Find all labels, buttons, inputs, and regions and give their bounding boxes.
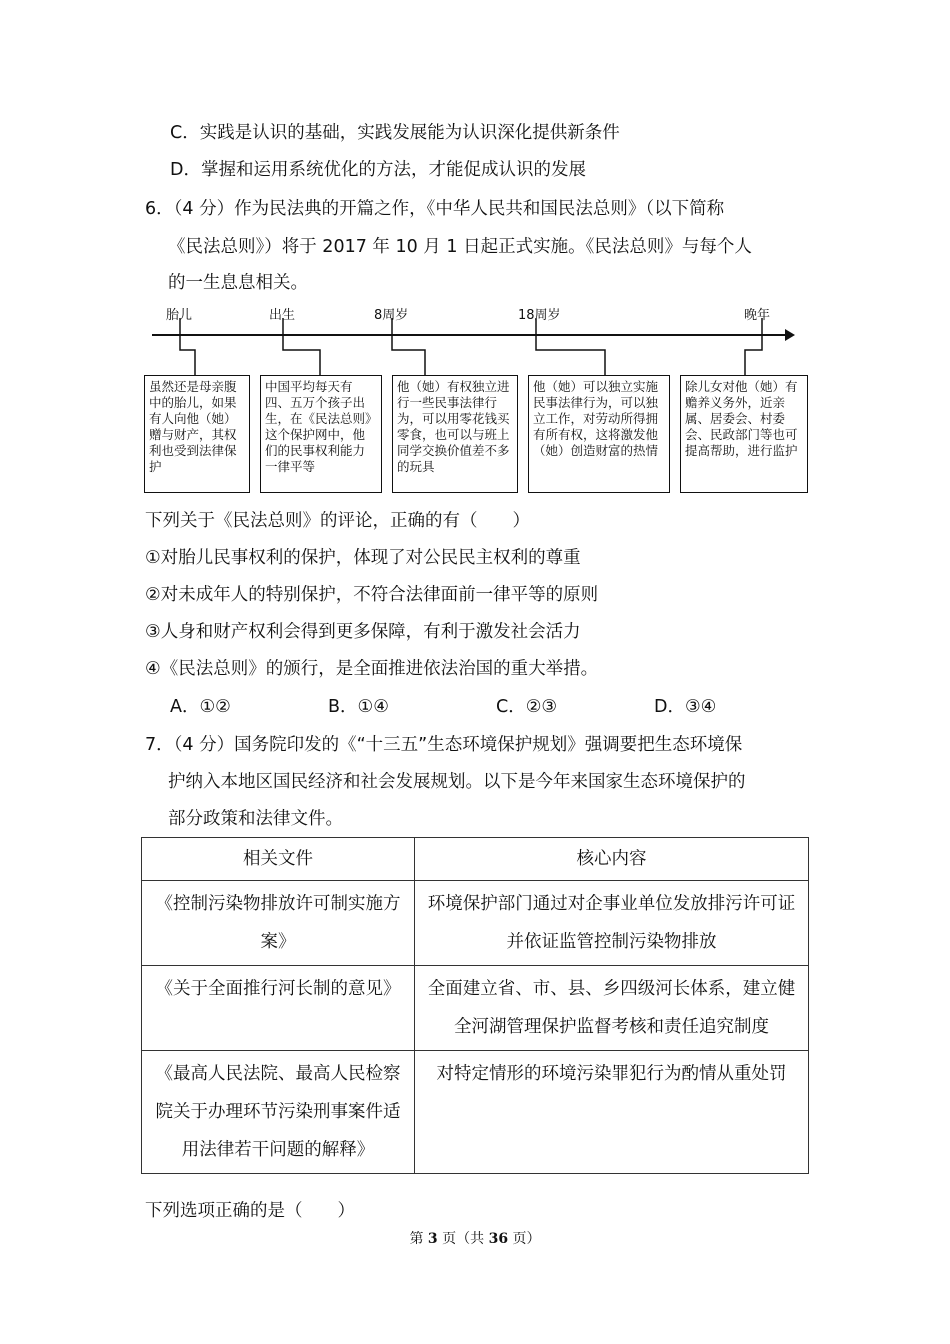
question-6-line-3: 的一生息息相关。 [168,273,308,293]
statement-1: ①对胎儿民事权利的保护，体现了对公民民主权利的尊重 [145,548,581,568]
table-header-document: 相关文件 [142,838,415,881]
timeline-label-fetus: 胎儿 [166,308,193,323]
policy-documents-table [141,837,809,1174]
timeline-label-age-18: 18周岁 [518,308,561,323]
option-6b[interactable]: B．①④ [328,697,389,717]
footer-suffix: 页） [508,1231,541,1247]
question-7-line-2: 护纳入本地区国民经济和社会发展规划。以下是今年来国家生态环境保护的 [168,772,746,792]
timeline-label-age-8: 8周岁 [374,308,409,323]
table-cell-document: 《控制污染物排放许可制实施方案》 [142,881,415,966]
question-6-line-2: 《民法总则》）将于 2017 年 10 月 1 日起正式实施。《民法总则》与每个人 [168,237,752,257]
timeline-box-age-8: 他（她）有权独立进行一些民事法律行为，可以用零花钱买零食，也可以与班上同学交换价值差不多的玩具 [392,375,518,493]
option-6d[interactable]: D．③④ [654,697,717,717]
option-6a[interactable]: A．①② [170,697,231,717]
table-header-content: 核心内容 [415,838,809,881]
table-row [142,1051,809,1174]
footer-page-number: 3 [427,1231,438,1247]
statement-3: ③人身和财产权利会得到更多保障，有利于激发社会活力 [145,622,581,642]
option-6c[interactable]: C．②③ [496,697,558,717]
life-timeline-diagram [140,300,820,500]
footer-middle: 页（共 [437,1231,489,1247]
table-cell-document: 《最高人民法院、最高人民检察院关于办理环节污染刑事案件适用法律若干问题的解释》 [142,1051,415,1174]
timeline-label-birth: 出生 [269,308,296,323]
table-row [142,881,809,966]
table-cell-content: 环境保护部门通过对企事业单位发放排污许可证并依证监管控制污染物排放 [415,881,809,966]
question-6-ask: 下列关于《民法总则》的评论，正确的有（ ） [145,511,530,531]
question-7-ask: 下列选项正确的是（ ） [145,1201,355,1221]
timeline-box-age-18: 他（她）可以独立实施民事法律行为，可以独立工作，对劳动所得拥有所有权，这将激发他（她）创造财富的热情 [528,375,670,493]
question-7-line-3: 部分政策和法律文件。 [168,809,343,829]
footer-total-pages: 36 [488,1231,509,1247]
table-row [142,966,809,1051]
page-footer [0,1228,950,1248]
question-6-line-1: 6．（4 分）作为民法典的开篇之作，《中华人民共和国民法总则》（以下简称 [145,199,725,219]
option-d-text: D．掌握和运用系统优化的方法，才能促成认识的发展 [170,160,586,180]
table-cell-document: 《关于全面推行河长制的意见》 [142,966,415,1051]
question-7-line-1: 7．（4 分）国务院印发的《“十三五”生态环境保护规划》强调要把生态环境保 [145,735,743,755]
timeline-box-fetus: 虽然还是母亲腹中的胎儿，如果有人向他（她）赠与财产，其权利也受到法律保护 [144,375,250,493]
statement-2: ②对未成年人的特别保护，不符合法律面前一律平等的原则 [145,585,599,605]
option-c-text: C．实践是认识的基础，实践发展能为认识深化提供新条件 [170,123,620,143]
table-cell-content: 对特定情形的环境污染罪犯行为酌情从重处罚 [415,1051,809,1174]
timeline-label-old-age: 晚年 [744,308,771,323]
table-cell-content: 全面建立省、市、县、乡四级河长体系，建立健全河湖管理保护监督考核和责任追究制度 [415,966,809,1051]
timeline-box-old-age: 除儿女对他（她）有赡养义务外，近亲属、居委会、村委会、民政部门等也可提高帮助，进行监护 [680,375,808,493]
footer-prefix: 第 [409,1231,428,1247]
statement-4: ④《民法总则》的颁行，是全面推进依法治国的重大举措。 [145,659,599,679]
table-header-row [142,838,809,881]
timeline-box-birth: 中国平均每天有四、五万个孩子出生，在《民法总则》这个保护网中，他们的民事权利能力一律平等 [260,375,382,493]
